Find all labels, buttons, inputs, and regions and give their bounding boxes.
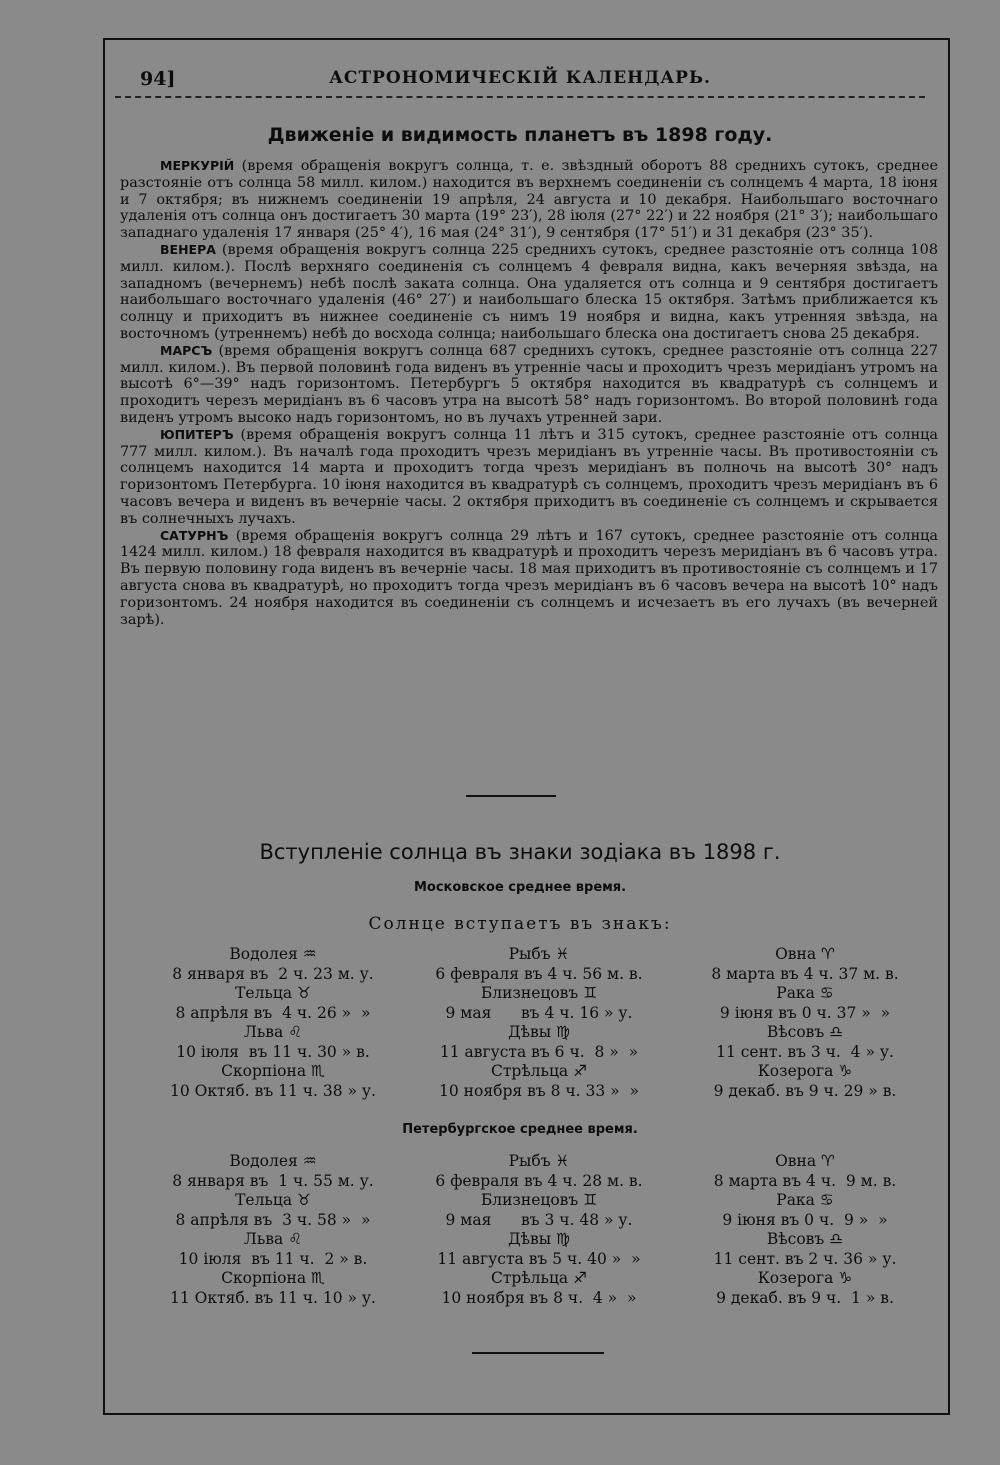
zodiac-entry bbox=[140, 1230, 406, 1269]
zodiac-entry bbox=[406, 1191, 672, 1230]
zodiac-entry bbox=[406, 1023, 672, 1062]
entry-date: 10 ноября въ 8 ч. 4 » » bbox=[441, 1289, 637, 1307]
sign-name: Рака bbox=[776, 984, 815, 1002]
zodiac-section-title: Вступленіе солнца въ знаки зодіака въ 1898 г. bbox=[259, 840, 781, 864]
bottom-divider bbox=[472, 1352, 604, 1354]
gemini-icon: ♊ bbox=[583, 1191, 598, 1209]
zodiac-row bbox=[140, 1269, 940, 1308]
sign-name: Овна bbox=[775, 1152, 817, 1170]
entry-date: 8 января въ 2 ч. 23 м. у. bbox=[172, 965, 374, 983]
libra-icon: ♎ bbox=[829, 1023, 844, 1041]
planet-name: ЮПИТЕРЪ bbox=[160, 426, 234, 442]
sign-name: Рыбъ bbox=[508, 945, 551, 963]
sign-name: Тельца bbox=[235, 1191, 293, 1209]
aries-icon: ♈ bbox=[821, 945, 835, 963]
sign-name: Дѣвы bbox=[508, 1230, 552, 1248]
moscow-zodiac-table bbox=[140, 945, 940, 1101]
zodiac-row bbox=[140, 1152, 940, 1191]
entry-date: 9 декаб. въ 9 ч. 1 » в. bbox=[716, 1289, 894, 1307]
scorpio-icon: ♏ bbox=[311, 1062, 325, 1080]
zodiac-entry bbox=[406, 984, 672, 1023]
entry-date: 11 сент. въ 3 ч. 4 » у. bbox=[716, 1043, 894, 1061]
zodiac-entry bbox=[672, 945, 938, 984]
sign-name: Водолея bbox=[229, 945, 298, 963]
planet-paragraph-venus bbox=[120, 242, 938, 343]
petersburg-time-heading: Петербургское среднее время. bbox=[402, 1122, 638, 1137]
page-number: 94] bbox=[140, 68, 176, 90]
zodiac-entry bbox=[140, 1023, 406, 1062]
entry-date: 11 сент. въ 2 ч. 36 » у. bbox=[713, 1250, 897, 1268]
entry-date: 6 февраля въ 4 ч. 56 м. в. bbox=[435, 965, 643, 983]
sign-name: Близнецовъ bbox=[480, 984, 579, 1002]
entry-date: 10 іюля въ 11 ч. 2 » в. bbox=[178, 1250, 368, 1268]
entry-date: 9 мая въ 4 ч. 16 » у. bbox=[445, 1004, 633, 1022]
sign-name: Стрѣльца bbox=[490, 1269, 569, 1287]
sign-name: Рыбъ bbox=[508, 1152, 551, 1170]
zodiac-row bbox=[140, 984, 940, 1023]
zodiac-entry bbox=[672, 1152, 938, 1191]
planets-section-title: Движеніе и видимость планетъ въ 1898 году. bbox=[267, 124, 773, 146]
sun-enters-heading: Солнце вступаетъ въ знакъ: bbox=[368, 914, 672, 934]
zodiac-entry bbox=[406, 1062, 672, 1101]
zodiac-entry bbox=[672, 1230, 938, 1269]
planet-name: ВЕНЕРА bbox=[160, 241, 216, 257]
entry-date: 10 Октяб. въ 11 ч. 38 » у. bbox=[170, 1082, 376, 1100]
planet-name: МЕРКУРІЙ bbox=[160, 158, 235, 173]
entry-date: 11 августа въ 6 ч. 8 » » bbox=[439, 1043, 639, 1061]
aquarius-icon: ♒ bbox=[302, 1152, 317, 1170]
sign-name: Вѣсовъ bbox=[766, 1230, 825, 1248]
sign-name: Льва bbox=[243, 1230, 284, 1248]
sign-name: Льва bbox=[243, 1023, 284, 1041]
entry-date: 10 іюля въ 11 ч. 30 » в. bbox=[176, 1043, 370, 1061]
zodiac-entry bbox=[672, 984, 938, 1023]
planet-name: МАРСЪ bbox=[160, 342, 213, 358]
sign-name: Скорпіона bbox=[221, 1062, 307, 1080]
entry-date: 8 апрѣля въ 3 ч. 58 » » bbox=[175, 1211, 371, 1229]
planet-description: (время обращенія вокругъ солнца 687 среднихъ сутокъ, среднее разстояніе отъ солнца 227 милл. килом.). Въ первой половинѣ года виденъ въ утренніе часы и проходитъ чрезъ меридіанъ утромъ на высотѣ 6°—39° надъ горизонтомъ. Петербургъ 5 октября находится въ квадратурѣ съ солнцемъ и проходитъ черезъ меридіанъ въ 6 часовъ утра на высотѣ 58° надъ горизонтомъ. Во второй половинѣ года виденъ утромъ высоко надъ горизонтомъ, но въ лучахъ утренней зари. bbox=[120, 342, 938, 426]
planet-description: (время обращенія вокругъ солнца 29 лѣтъ и 167 сутокъ, среднее разстояніе отъ солнца 1424 милл. килом.) 18 февраля находится въ квадратурѣ и проходитъ черезъ меридіанъ въ 6 часовъ утра. Въ первую половину года виденъ въ вечерніе часы. 18 мая приходитъ въ противостояніе съ солнцемъ и 17 августа снова въ квадратурѣ, но проходитъ тогда чрезъ меридіанъ въ 6 часовъ вечера на высотѣ 10° надъ горизонтомъ. 24 ноября находится въ соединеніи съ солнцемъ и исчезаетъ въ его лучахъ (въ вечерней зарѣ). bbox=[120, 527, 938, 628]
sagittarius-icon: ♐ bbox=[573, 1269, 588, 1287]
capricorn-icon: ♑ bbox=[838, 1269, 853, 1287]
entry-date: 8 января въ 1 ч. 55 м. у. bbox=[172, 1172, 374, 1190]
pisces-icon: ♓ bbox=[555, 945, 570, 963]
running-title: АСТРОНОМИЧЕСКІЙ КАЛЕНДАРЬ. bbox=[329, 68, 711, 88]
planet-description: (время обращенія вокругъ солнца 225 среднихъ сутокъ, среднее разстояніе отъ солнца 108 милл. килом.). Послѣ верхняго соединенія съ солнцемъ 4 февраля видна, какъ вечерняя звѣзда, на западномъ (вечернемъ) небѣ послѣ заката солнца. Она удаляется отъ солнца и 9 сентября достигаетъ наибольшаго восточнаго удаленія (46° 27′) и наибольшаго блеска 15 октября. Затѣмъ приближается къ солнцу и приходитъ въ нижнее соединеніе съ нимъ 19 ноября и видна, какъ утренняя звѣзда, на восточномъ (утреннемъ) небѣ до восхода солнца; наибольшаго блеска она достигаетъ снова 25 декабря. bbox=[120, 241, 938, 342]
planet-paragraph-saturn bbox=[120, 528, 938, 629]
entry-date: 11 Октяб. въ 11 ч. 10 » у. bbox=[170, 1289, 376, 1307]
sign-name: Рака bbox=[776, 1191, 815, 1209]
planets-text bbox=[120, 158, 938, 628]
scorpio-icon: ♏ bbox=[311, 1269, 325, 1287]
sign-name: Водолея bbox=[229, 1152, 298, 1170]
zodiac-entry bbox=[140, 945, 406, 984]
entry-date: 11 августа въ 5 ч. 40 » » bbox=[437, 1250, 641, 1268]
zodiac-row bbox=[140, 1191, 940, 1230]
sign-name: Скорпіона bbox=[221, 1269, 307, 1287]
entry-date: 8 марта въ 4 ч. 9 м. в. bbox=[713, 1172, 897, 1190]
zodiac-entry bbox=[672, 1191, 938, 1230]
pisces-icon: ♓ bbox=[555, 1152, 570, 1170]
sign-name: Близнецовъ bbox=[480, 1191, 579, 1209]
planet-description: (время обращенія вокругъ солнца, т. е. звѣздный оборотъ 88 среднихъ сутокъ, среднее разстояніе отъ солнца 58 милл. килом.) находится въ верхнемъ соединеніи съ солнцемъ 4 марта, 18 іюня и 7 октября; въ нижнемъ соединеніи 19 апрѣля, 24 августа и 10 декабря. Наибольшаго восточнаго удаленія отъ солнца онъ достигаетъ 30 марта (19° 23′), 28 іюля (27° 22′) и 22 ноября (21° 3′); наибольшаго западнаго удаленія 17 января (25° 4′), 16 мая (24° 31′), 9 сентября (17° 51′) и 31 декабря (23° 35′). bbox=[120, 158, 938, 242]
sagittarius-icon: ♐ bbox=[573, 1062, 588, 1080]
section-divider bbox=[466, 795, 556, 797]
virgo-icon: ♍ bbox=[556, 1230, 570, 1248]
zodiac-row bbox=[140, 1230, 940, 1269]
taurus-icon: ♉ bbox=[297, 1191, 311, 1209]
entry-date: 9 іюня въ 0 ч. 37 » » bbox=[719, 1004, 891, 1022]
taurus-icon: ♉ bbox=[297, 984, 311, 1002]
zodiac-entry bbox=[672, 1023, 938, 1062]
zodiac-entry bbox=[140, 984, 406, 1023]
petersburg-zodiac-table bbox=[140, 1152, 940, 1308]
capricorn-icon: ♑ bbox=[838, 1062, 853, 1080]
cancer-icon: ♋ bbox=[819, 984, 834, 1002]
sign-name: Козерога bbox=[757, 1062, 834, 1080]
zodiac-entry bbox=[406, 1152, 672, 1191]
sign-name: Стрѣльца bbox=[490, 1062, 569, 1080]
virgo-icon: ♍ bbox=[556, 1023, 570, 1041]
leo-icon: ♌ bbox=[288, 1023, 303, 1041]
gemini-icon: ♊ bbox=[583, 984, 598, 1002]
leo-icon: ♌ bbox=[288, 1230, 303, 1248]
entry-date: 8 апрѣля въ 4 ч. 26 » » bbox=[175, 1004, 371, 1022]
planet-paragraph-mercury bbox=[120, 158, 938, 242]
entry-date: 9 мая въ 3 ч. 48 » у. bbox=[445, 1211, 633, 1229]
zodiac-entry bbox=[672, 1269, 938, 1308]
cancer-icon: ♋ bbox=[819, 1191, 834, 1209]
sign-name: Дѣвы bbox=[508, 1023, 552, 1041]
zodiac-row bbox=[140, 1023, 940, 1062]
zodiac-entry bbox=[140, 1062, 406, 1101]
zodiac-entry bbox=[406, 945, 672, 984]
aries-icon: ♈ bbox=[821, 1152, 835, 1170]
sign-name: Овна bbox=[775, 945, 817, 963]
zodiac-entry bbox=[140, 1269, 406, 1308]
planet-paragraph-jupiter bbox=[120, 427, 938, 528]
entry-date: 9 іюня въ 0 ч. 9 » » bbox=[722, 1211, 888, 1229]
planet-paragraph-mars bbox=[120, 343, 938, 427]
zodiac-entry bbox=[672, 1062, 938, 1101]
libra-icon: ♎ bbox=[829, 1230, 844, 1248]
zodiac-entry bbox=[406, 1230, 672, 1269]
planet-name: САТУРНЪ bbox=[160, 527, 229, 543]
zodiac-entry bbox=[140, 1191, 406, 1230]
zodiac-entry bbox=[406, 1269, 672, 1308]
sign-name: Козерога bbox=[757, 1269, 834, 1287]
zodiac-row bbox=[140, 945, 940, 984]
entry-date: 9 декаб. въ 9 ч. 29 » в. bbox=[713, 1082, 897, 1100]
entry-date: 10 ноября въ 8 ч. 33 » » bbox=[439, 1082, 639, 1100]
zodiac-entry bbox=[140, 1152, 406, 1191]
sign-name: Вѣсовъ bbox=[766, 1023, 825, 1041]
aquarius-icon: ♒ bbox=[302, 945, 317, 963]
moscow-time-heading: Московское среднее время. bbox=[413, 880, 627, 895]
zodiac-row bbox=[140, 1062, 940, 1101]
entry-date: 6 февраля въ 4 ч. 28 м. в. bbox=[435, 1172, 643, 1190]
running-head bbox=[115, 62, 925, 98]
planet-description: (время обращенія вокругъ солнца 11 лѣтъ и 315 сутокъ, среднее разстояніе отъ солнца 777 милл. килом.). Въ началѣ года проходитъ чрезъ меридіанъ въ утренніе часы. Въ противостояніи съ солнцемъ находится 14 марта и проходитъ тогда чрезъ меридіанъ въ полночь на высотѣ 30° надъ горизонтомъ Петербурга. 10 іюня находится въ квадратурѣ съ солнцемъ, проходитъ чрезъ меридіанъ въ 6 часовъ вечера и виденъ въ вечерніе часы. 2 октября приходитъ въ соединеніе съ солнцемъ и скрывается въ солнечныхъ лучахъ. bbox=[120, 426, 938, 527]
entry-date: 8 марта въ 4 ч. 37 м. в. bbox=[711, 965, 899, 983]
sign-name: Тельца bbox=[235, 984, 293, 1002]
